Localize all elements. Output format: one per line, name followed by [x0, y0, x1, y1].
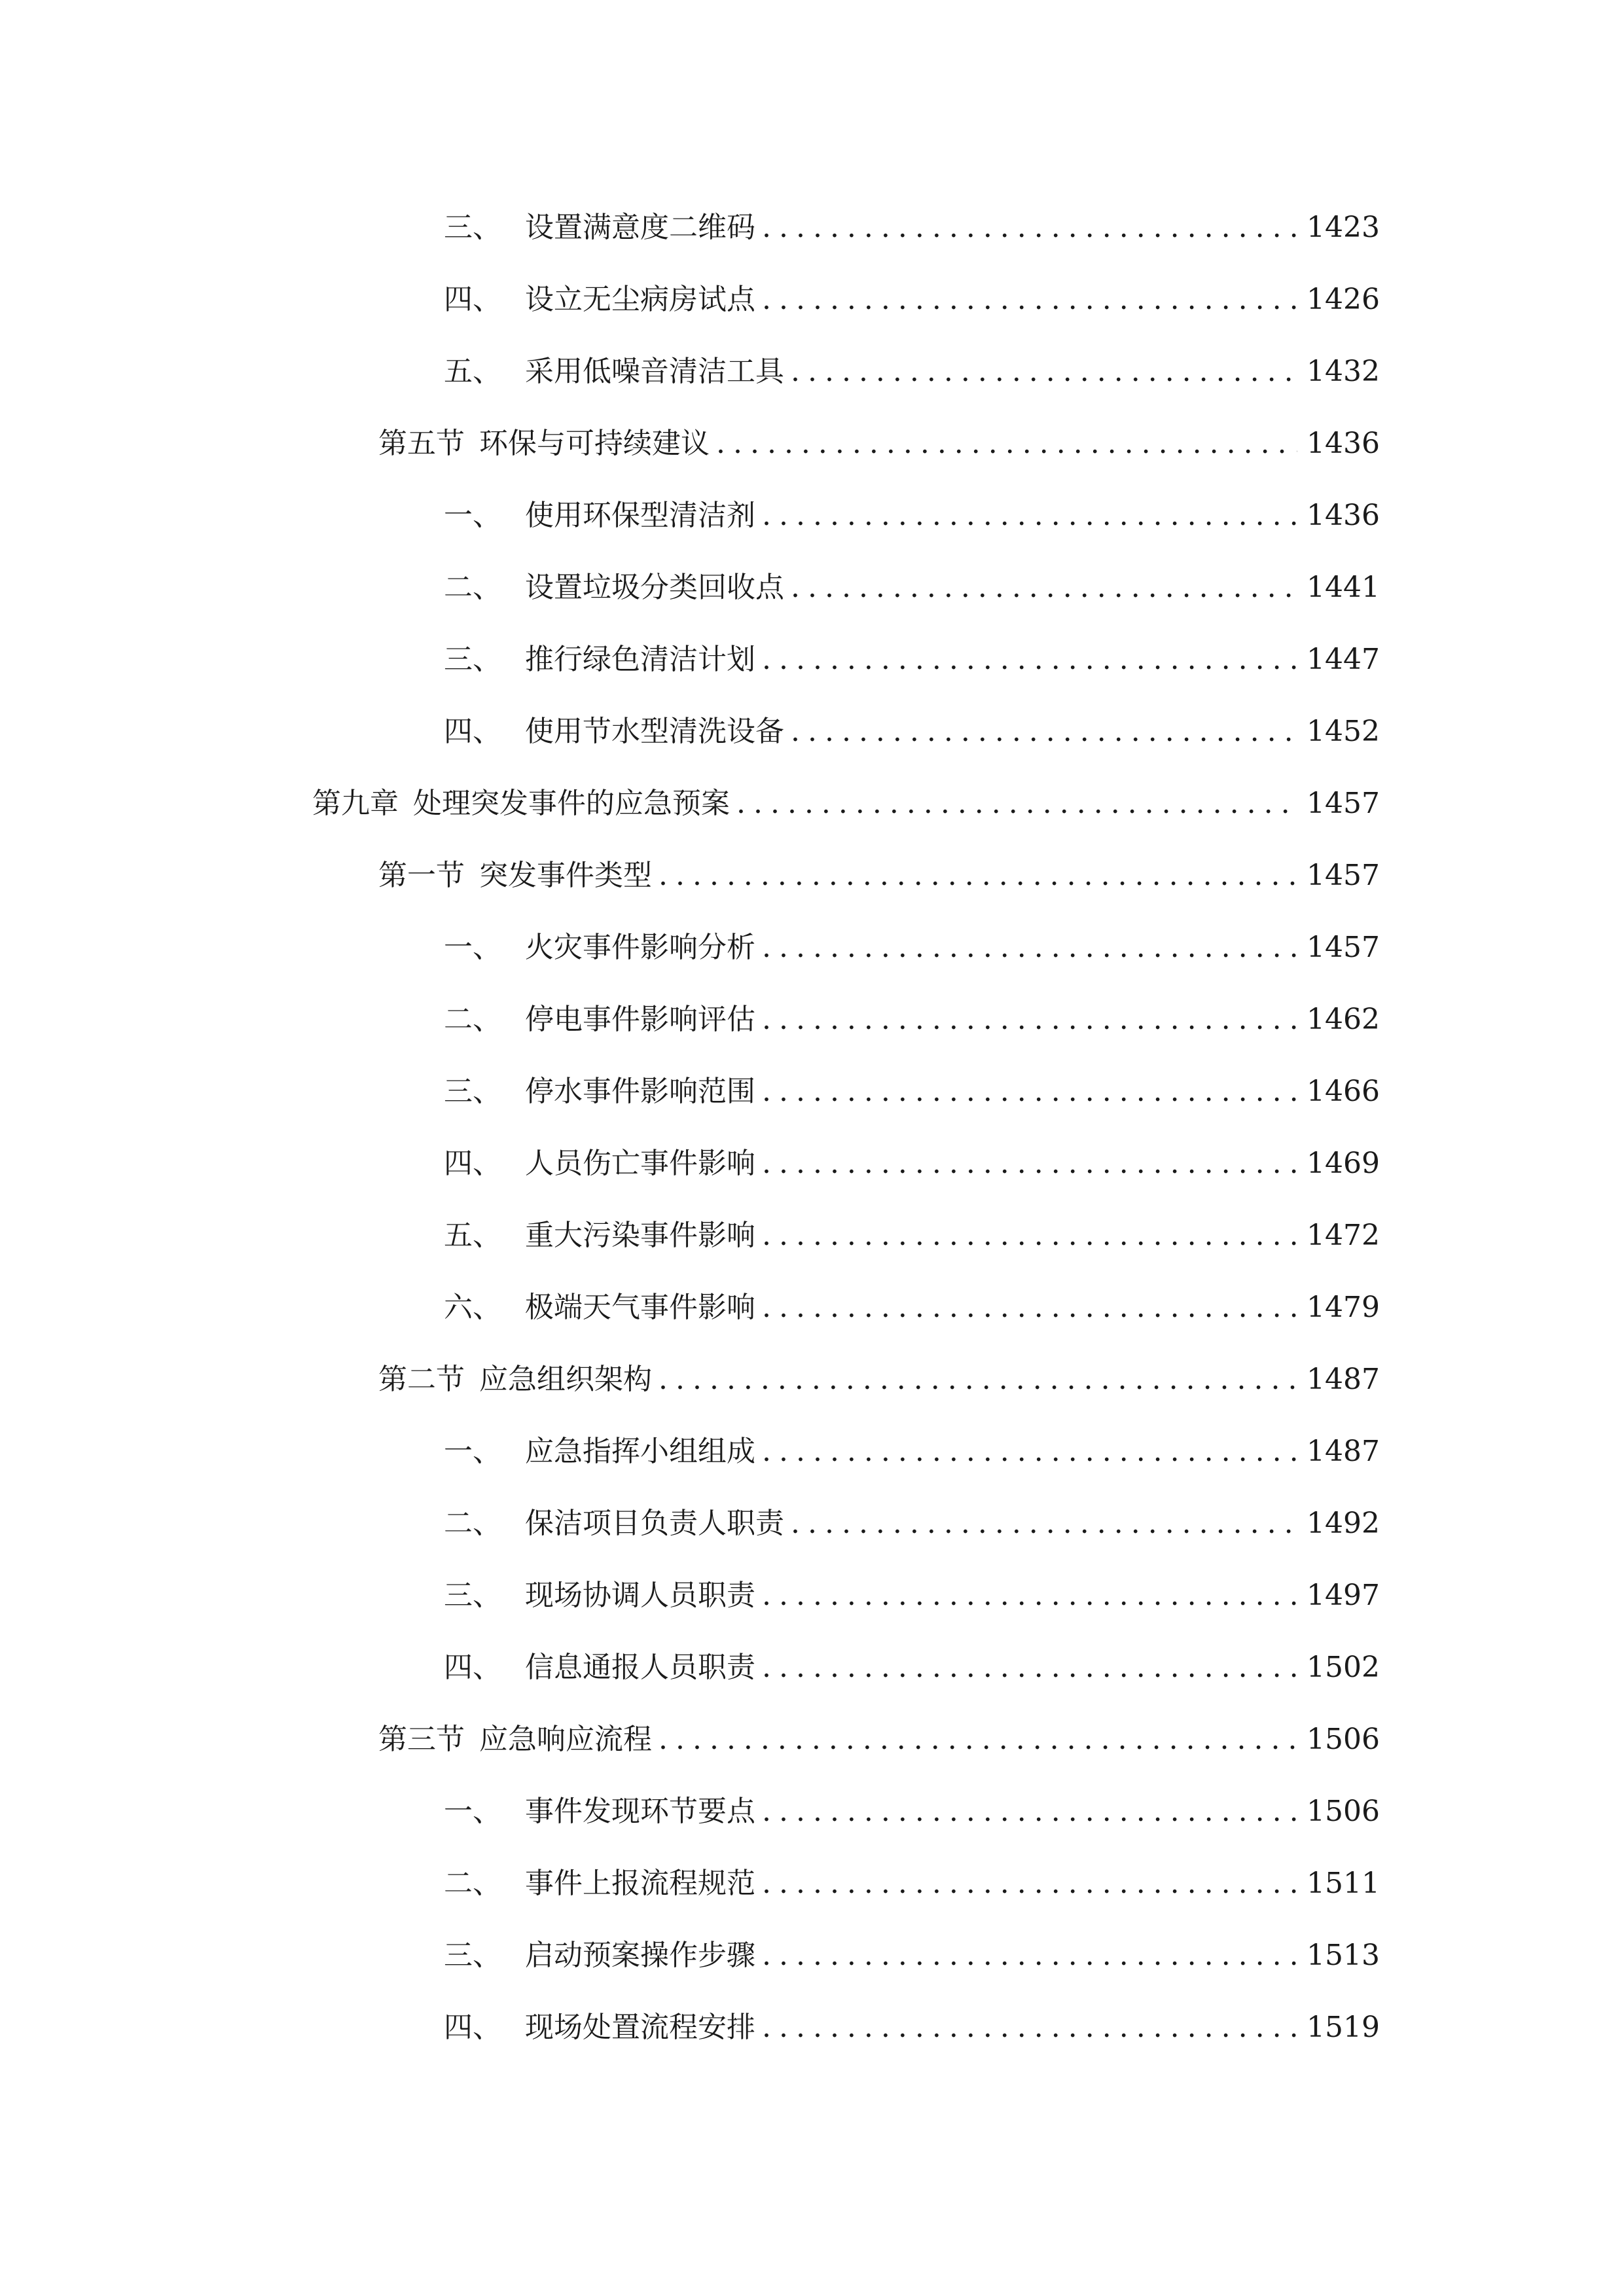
toc-dot-leader	[762, 2008, 1297, 2047]
toc-entry-number: 二、	[444, 1507, 501, 1540]
toc-dot-leader	[762, 1144, 1297, 1183]
toc-entry-page: 1511	[1307, 1867, 1380, 1900]
toc-entry-section[interactable]	[378, 1360, 1380, 1399]
toc-entry-page: 1466	[1307, 1075, 1380, 1108]
toc-entry-page: 1457	[1307, 787, 1380, 820]
toc-dot-leader	[762, 1864, 1297, 1903]
toc-entry-number: 二、	[444, 1003, 501, 1036]
toc-entry-page: 1457	[1307, 859, 1380, 892]
toc-entry-title: 采用低噪音清洁工具	[525, 355, 784, 388]
toc-entry-page: 1436	[1307, 427, 1380, 460]
toc-dot-leader	[762, 1288, 1297, 1327]
toc-entry[interactable]	[444, 1504, 1380, 1543]
toc-entry-title: 环保与可持续建议	[479, 427, 710, 460]
toc-entry-page: 1506	[1307, 1795, 1380, 1828]
toc-dot-leader	[791, 1504, 1297, 1543]
toc-entry[interactable]	[444, 352, 1380, 391]
toc-dot-leader	[762, 1432, 1297, 1471]
toc-entry-title: 处理突发事件的应急预案	[413, 787, 730, 820]
toc-entry-chapter[interactable]	[312, 784, 1380, 823]
toc-entry-number: 第二节	[378, 1363, 465, 1396]
toc-entry-title: 重大污染事件影响	[525, 1219, 755, 1252]
toc-entry-title: 应急响应流程	[479, 1723, 652, 1756]
toc-dot-leader	[762, 1648, 1297, 1687]
toc-dot-leader	[762, 280, 1297, 319]
toc-entry-page: 1513	[1307, 1939, 1380, 1972]
toc-entry-number: 一、	[444, 931, 501, 964]
toc-entry[interactable]	[444, 1000, 1380, 1039]
toc-dot-leader	[659, 1360, 1297, 1399]
toc-entry-title: 应急组织架构	[479, 1363, 652, 1396]
toc-entry-title: 事件上报流程规范	[525, 1867, 755, 1900]
toc-dot-leader	[716, 424, 1297, 463]
toc-entry-page: 1426	[1307, 283, 1380, 316]
toc-entry-title: 事件发现环节要点	[525, 1795, 755, 1828]
toc-entry[interactable]	[444, 1072, 1380, 1111]
toc-entry-number: 三、	[444, 643, 501, 676]
toc-entry[interactable]	[444, 640, 1380, 679]
toc-entry-title: 现场处置流程安排	[525, 2011, 755, 2044]
toc-entry-number: 第一节	[378, 859, 465, 892]
toc-dot-leader	[762, 1000, 1297, 1039]
toc-entry[interactable]	[444, 568, 1380, 607]
toc-entry-title: 使用节水型清洗设备	[525, 715, 784, 748]
toc-dot-leader	[659, 1720, 1297, 1759]
toc-entry-page: 1469	[1307, 1147, 1380, 1180]
toc-entry[interactable]	[444, 1216, 1380, 1255]
toc-entry-number: 第三节	[378, 1723, 465, 1756]
toc-entry-title: 设置垃圾分类回收点	[525, 571, 784, 604]
toc-entry-page: 1452	[1307, 715, 1380, 748]
toc-entry-number: 一、	[444, 1435, 501, 1468]
toc-entry-page: 1492	[1307, 1507, 1380, 1540]
toc-entry[interactable]	[444, 208, 1380, 247]
toc-entry-title: 设置满意度二维码	[525, 211, 755, 244]
toc-entry-title: 启动预案操作步骤	[525, 1939, 755, 1972]
toc-entry-page: 1432	[1307, 355, 1380, 388]
toc-entry-number: 四、	[444, 1651, 501, 1684]
toc-entry-title: 保洁项目负责人职责	[525, 1507, 784, 1540]
toc-entry[interactable]	[444, 1144, 1380, 1183]
toc-entry-number: 一、	[444, 499, 501, 532]
toc-entry[interactable]	[444, 1576, 1380, 1615]
toc-entry-number: 四、	[444, 283, 501, 316]
toc-dot-leader	[659, 856, 1297, 895]
toc-entry[interactable]	[444, 1288, 1380, 1327]
toc-entry[interactable]	[444, 496, 1380, 535]
toc-entry-title: 信息通报人员职责	[525, 1651, 755, 1684]
toc-entry-page: 1472	[1307, 1219, 1380, 1252]
toc-entry-title: 使用环保型清洁剂	[525, 499, 755, 532]
toc-entry-title: 设立无尘病房试点	[525, 283, 755, 316]
toc-entry-page: 1457	[1307, 931, 1380, 964]
toc-entry-number: 三、	[444, 1075, 501, 1108]
toc-entry-title: 火灾事件影响分析	[525, 931, 755, 964]
toc-entry-page: 1436	[1307, 499, 1380, 532]
toc-entry-number: 二、	[444, 1867, 501, 1900]
toc-entry[interactable]	[444, 1648, 1380, 1687]
toc-entry-title: 现场协调人员职责	[525, 1579, 755, 1612]
toc-entry-number: 一、	[444, 1795, 501, 1828]
toc-entry-section[interactable]	[378, 1720, 1380, 1759]
toc-dot-leader	[762, 928, 1297, 967]
toc-entry-section[interactable]	[378, 424, 1380, 463]
toc-entry[interactable]	[444, 1432, 1380, 1471]
toc-entry-page: 1519	[1307, 2011, 1380, 2044]
toc-entry-title: 人员伤亡事件影响	[525, 1147, 755, 1180]
toc-entry[interactable]	[444, 1936, 1380, 1975]
toc-entry-page: 1447	[1307, 643, 1380, 676]
toc-dot-leader	[762, 1072, 1297, 1111]
toc-entry-number: 三、	[444, 211, 501, 244]
toc-entry[interactable]	[444, 280, 1380, 319]
toc-entry-page: 1506	[1307, 1723, 1380, 1756]
toc-entry-title: 推行绿色清洁计划	[525, 643, 755, 676]
toc-entry[interactable]	[444, 1792, 1380, 1831]
toc-entry-number: 五、	[444, 1219, 501, 1252]
toc-entry-title: 应急指挥小组组成	[525, 1435, 755, 1468]
toc-dot-leader	[762, 1576, 1297, 1615]
toc-entry-page: 1423	[1307, 211, 1380, 244]
toc-dot-leader	[762, 1936, 1297, 1975]
toc-entry-page: 1497	[1307, 1579, 1380, 1612]
toc-entry-number: 二、	[444, 571, 501, 604]
toc-dot-leader	[762, 640, 1297, 679]
toc-entry-number: 六、	[444, 1291, 501, 1324]
toc-entry-number: 四、	[444, 1147, 501, 1180]
toc-entry-title: 停电事件影响评估	[525, 1003, 755, 1036]
toc-entry-page: 1441	[1307, 571, 1380, 604]
toc-entry-page: 1487	[1307, 1435, 1380, 1468]
toc-dot-leader	[762, 208, 1297, 247]
toc-dot-leader	[736, 784, 1297, 823]
toc-entry-page: 1502	[1307, 1651, 1380, 1684]
toc-dot-leader	[762, 1792, 1297, 1831]
toc-entry-page: 1462	[1307, 1003, 1380, 1036]
toc-entry-page: 1487	[1307, 1363, 1380, 1396]
toc-dot-leader	[791, 712, 1297, 751]
toc-dot-leader	[762, 496, 1297, 535]
toc-dot-leader	[791, 352, 1297, 391]
toc-entry-title: 停水事件影响范围	[525, 1075, 755, 1108]
toc-entry-number: 第五节	[378, 427, 465, 460]
toc-entry-section[interactable]	[378, 856, 1380, 895]
toc-entry-number: 四、	[444, 2011, 501, 2044]
toc-entry-number: 第九章	[312, 787, 399, 820]
toc-dot-leader	[791, 568, 1297, 607]
toc-entry-number: 三、	[444, 1579, 501, 1612]
toc-entry-number: 五、	[444, 355, 501, 388]
toc-entry-page: 1479	[1307, 1291, 1380, 1324]
toc-entry-number: 四、	[444, 715, 501, 748]
toc-entry[interactable]	[444, 1864, 1380, 1903]
toc-dot-leader	[762, 1216, 1297, 1255]
toc-entry-title: 极端天气事件影响	[525, 1291, 755, 1324]
toc-entry-title: 突发事件类型	[479, 859, 652, 892]
toc-entry-number: 三、	[444, 1939, 501, 1972]
toc-entry[interactable]	[444, 2008, 1380, 2047]
toc-entry[interactable]	[444, 712, 1380, 751]
toc-entry[interactable]	[444, 928, 1380, 967]
